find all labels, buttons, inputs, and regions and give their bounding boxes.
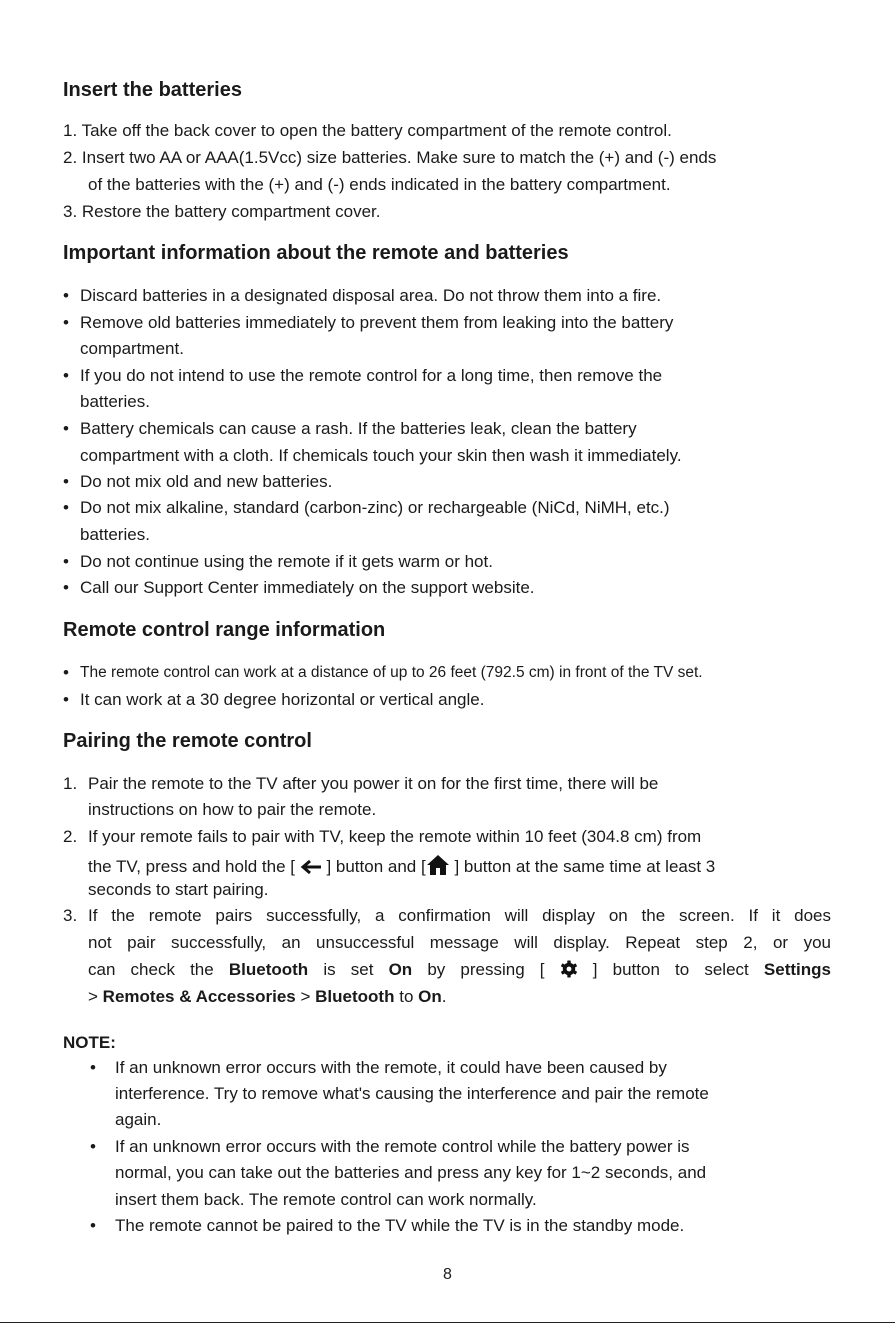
bullet: • (63, 286, 69, 305)
info-bullet-1: Discard batteries in a designated disposal area. Do not throw them into a fire. (80, 286, 662, 305)
step-number: 2. (63, 827, 78, 846)
home-icon (426, 854, 450, 882)
info-bullet-6: Do not mix alkaline, standard (carbon-zinc) or rechargeable (NiCd, NiMH, etc.) (80, 498, 670, 517)
pair-step-2: If your remote fails to pair with TV, keep the remote within 10 feet (304.8 cm) from (88, 827, 702, 846)
pair-step-1-cont: instructions on how to pair the remote. (88, 800, 377, 819)
info-bullet-2: Remove old batteries immediately to prevent them from leaking into the battery (80, 313, 674, 332)
text: is set (323, 960, 374, 979)
pair-step-2-cont (88, 854, 715, 882)
settings-term: Settings (763, 960, 831, 979)
note-heading: NOTE: (63, 1033, 116, 1052)
pair-step-1: Pair the remote to the TV after you power it on for the first time, there will be (88, 774, 659, 793)
step-2-cont: of the batteries with the (+) and (-) ends indicated in the battery compartment. (88, 175, 671, 194)
info-bullet-6-cont: batteries. (80, 525, 150, 544)
bullet: • (90, 1216, 96, 1235)
on-term: On (388, 960, 413, 979)
text: ] button to select (592, 960, 749, 979)
text: by pressing [ (427, 960, 545, 979)
step-number: 3. (63, 906, 78, 925)
heading-range-info: Remote control range information (63, 619, 386, 641)
note-1-cont-2: again. (115, 1110, 162, 1129)
bullet: • (63, 663, 69, 682)
bluetooth-term: Bluetooth (315, 987, 395, 1006)
gear-icon (560, 960, 578, 984)
remotes-accessories-term: Remotes & Accessories (102, 987, 296, 1006)
text: can check the (88, 960, 214, 979)
bullet: • (63, 552, 69, 571)
bullet: • (63, 366, 69, 385)
range-bullet-2: It can work at a 30 degree horizontal or vertical angle. (80, 690, 485, 709)
info-bullet-2-cont: compartment. (80, 339, 184, 358)
note-1: If an unknown error occurs with the remote, it could have been caused by (115, 1058, 667, 1077)
note-1-cont: interference. Try to remove what's causing the interference and pair the remote (115, 1084, 709, 1103)
note-2-cont: normal, you can take out the batteries and press any key for 1~2 seconds, and (115, 1163, 707, 1182)
info-bullet-3: If you do not intend to use the remote control for a long time, then remove the (80, 366, 663, 385)
pair-step-2-text-c: ] button at the same time at least 3 (454, 857, 716, 876)
bullet: • (90, 1058, 96, 1077)
bottom-rule (0, 1322, 895, 1323)
bullet: • (63, 498, 69, 517)
range-bullet-1: The remote control can work at a distance of up to 26 feet (792.5 cm) in front of the TV set. (80, 664, 703, 681)
back-arrow-icon (300, 859, 322, 881)
bluetooth-term: Bluetooth (228, 960, 309, 979)
bullet: • (63, 419, 69, 438)
pair-step-2-text-b: ] button and [ (326, 857, 426, 876)
info-bullet-5: Do not mix old and new batteries. (80, 472, 333, 491)
heading-pairing: Pairing the remote control (63, 730, 312, 752)
pair-step-2-cont-2: seconds to start pairing. (88, 880, 269, 899)
info-bullet-4: Battery chemicals can cause a rash. If the batteries leak, clean the battery (80, 419, 637, 438)
bullet: • (63, 690, 69, 709)
step-number: 1. (63, 774, 78, 793)
note-2: If an unknown error occurs with the remote control while the battery power is (115, 1137, 690, 1156)
bullet: • (63, 313, 69, 332)
bullet: • (63, 578, 69, 597)
pair-step-3: If the remote pairs successfully, a confirmation will display on the screen. If it does (88, 906, 831, 925)
info-bullet-8: Call our Support Center immediately on the support website. (80, 578, 535, 597)
info-bullet-7: Do not continue using the remote if it gets warm or hot. (80, 552, 493, 571)
text: . (441, 987, 447, 1006)
info-bullet-3-cont: batteries. (80, 392, 150, 411)
page-number: 8 (443, 1266, 452, 1283)
bullet: • (90, 1137, 96, 1156)
step-3: 3. Restore the battery compartment cover. (63, 202, 381, 221)
text: > (300, 987, 311, 1006)
pair-step-3-cont-3 (88, 986, 446, 1008)
pair-step-3-cont: not pair successfully, an unsuccessful message will display. Repeat step 2, or you (88, 933, 831, 952)
step-2: 2. Insert two AA or AAA(1.5Vcc) size batteries. Make sure to match the (+) and (-) ends (63, 148, 717, 167)
note-3: The remote cannot be paired to the TV while the TV is in the standby mode. (115, 1216, 685, 1235)
step-1: 1. Take off the back cover to open the battery compartment of the remote control. (63, 121, 672, 140)
heading-insert-batteries: Insert the batteries (63, 79, 242, 101)
pair-step-2-text-a: the TV, press and hold the [ (88, 857, 295, 876)
bullet: • (63, 472, 69, 491)
heading-important-info: Important information about the remote and batteries (63, 242, 569, 264)
note-2-cont-2: insert them back. The remote control can work normally. (115, 1190, 537, 1209)
on-term: On (418, 987, 442, 1006)
text: to (399, 987, 414, 1006)
text: > (88, 987, 98, 1006)
pair-step-3-cont-2 (88, 959, 831, 984)
info-bullet-4-cont: compartment with a cloth. If chemicals touch your skin then wash it immediately. (80, 446, 682, 465)
